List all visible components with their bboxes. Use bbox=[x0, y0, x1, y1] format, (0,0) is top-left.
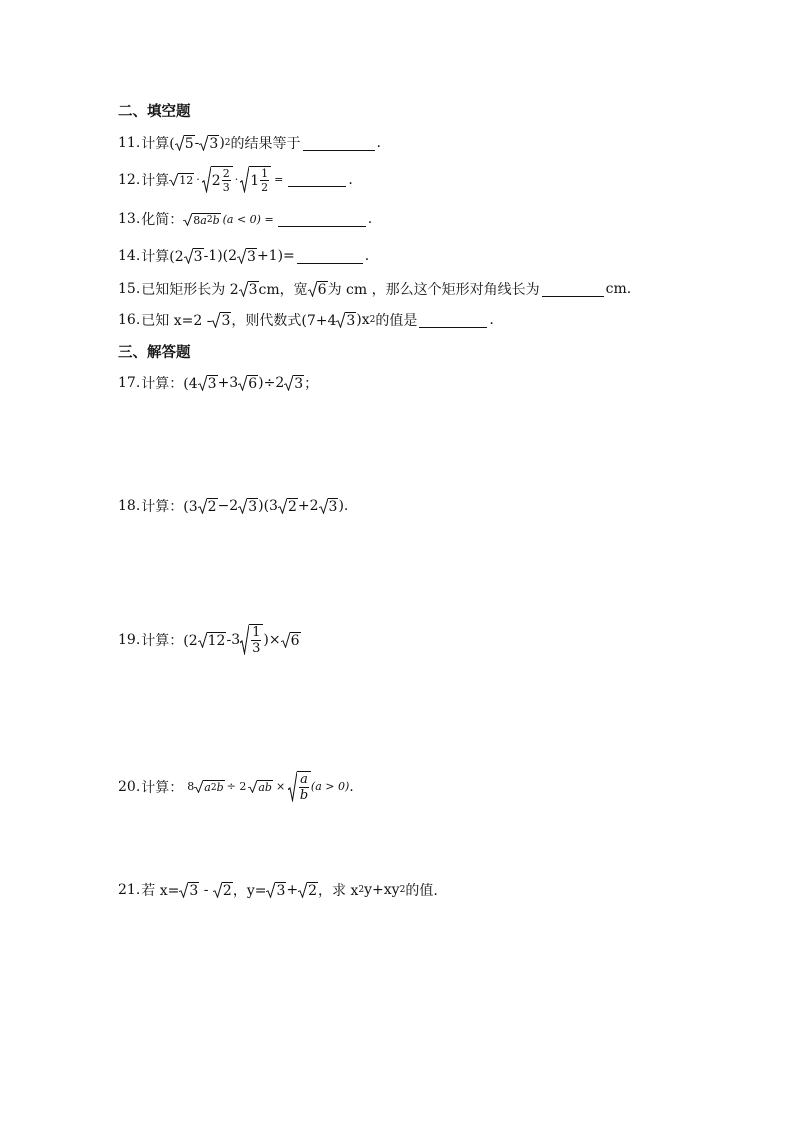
question-19: 19. 计算：(2 12 -3 $\frac{1}{3}$ )× 6 bbox=[118, 625, 300, 656]
radical: 3 bbox=[238, 498, 258, 514]
answer-blank[interactable] bbox=[288, 172, 346, 187]
question-16: 16. 已知 x=2 - 3 ，则代数式(7+4 3 )x 2 的值是 . bbox=[118, 312, 494, 329]
radical: 12 bbox=[169, 173, 194, 186]
radical: 3 bbox=[239, 281, 259, 297]
answer-blank[interactable] bbox=[542, 282, 604, 297]
radical: 2 bbox=[298, 882, 318, 898]
answer-blank[interactable] bbox=[278, 212, 366, 227]
radical: 3 bbox=[319, 498, 339, 514]
radical: 3 bbox=[198, 375, 218, 391]
radical: 6 bbox=[238, 375, 258, 391]
radical: 2 bbox=[213, 882, 233, 898]
radical: 1 $\frac{1}{2}$ bbox=[240, 166, 271, 193]
answer-blank[interactable] bbox=[419, 313, 487, 328]
question-number: 15. bbox=[118, 281, 141, 297]
question-11: 11. 计算( 5 - 3 ) 2 的结果等于 . bbox=[118, 135, 381, 152]
radical: 12 bbox=[198, 632, 227, 648]
question-number: 17. bbox=[118, 375, 141, 391]
question-21: 21. 若 x= 3 - 2 ，y= 3 + 2 ，求 x 2 y+xy 2 的值. bbox=[118, 882, 438, 899]
question-number: 21. bbox=[118, 882, 141, 898]
radical: 3 bbox=[199, 135, 219, 151]
question-20: 20. 计算： 8 a 2 b ÷ 2 ab × $\frac{a}{b}$ (a > 0) . bbox=[118, 772, 354, 803]
radical: 6 bbox=[281, 632, 301, 648]
question-number: 20. bbox=[118, 778, 141, 795]
answer-blank[interactable] bbox=[303, 136, 375, 151]
radical: 3 bbox=[184, 248, 204, 264]
answer-blank[interactable] bbox=[297, 249, 363, 264]
section-fill-title: 二、填空题 bbox=[118, 103, 191, 120]
radical: 3 bbox=[284, 375, 304, 391]
radical: 3 bbox=[237, 248, 257, 264]
question-number: 12. bbox=[118, 171, 141, 188]
question-14: 14. 计算(2 3 -1)(2 3 +1)= . bbox=[118, 248, 370, 265]
radical: 2 $\frac{2}{3}$ bbox=[202, 166, 233, 193]
radical: $\frac{1}{3}$ bbox=[240, 624, 263, 655]
radical: 2 bbox=[278, 498, 298, 514]
question-number: 16. bbox=[118, 312, 141, 328]
section-solve-title: 三、解答题 bbox=[118, 344, 191, 361]
radical: a 2 b bbox=[194, 780, 224, 793]
question-13: 13. 化简： 8 a 2 b (a < 0) = . bbox=[118, 211, 373, 228]
question-number: 14. bbox=[118, 248, 141, 264]
question-18: 18. 计算：(3 2 −2 3 )(3 2 +2 3 ). bbox=[118, 498, 349, 515]
radical: 2 bbox=[198, 498, 218, 514]
radical: 6 bbox=[308, 281, 328, 297]
radical: ab bbox=[248, 780, 273, 793]
radical: 5 bbox=[175, 135, 195, 151]
radical: 3 bbox=[266, 882, 286, 898]
question-number: 13. bbox=[118, 211, 141, 227]
radical: 3 bbox=[179, 882, 199, 898]
question-number: 19. bbox=[118, 631, 141, 648]
question-12: 12. 计算 12 · 2 $\frac{2}{3}$ · 1 $\frac{1}{2}$ = . bbox=[118, 167, 353, 194]
radical: $\frac{a}{b}$ bbox=[288, 771, 311, 802]
radical: 8 a 2 b bbox=[183, 213, 220, 226]
question-number: 18. bbox=[118, 498, 141, 514]
question-number: 11. bbox=[118, 135, 141, 151]
question-15: 15. 已知矩形长为 2 3 cm，宽 6 为 cm ，那么这个矩形对角线长为 cm. bbox=[118, 281, 632, 298]
radical: 3 bbox=[211, 312, 231, 328]
question-17: 17. 计算：(4 3 +3 6 )÷2 3 ； bbox=[118, 375, 319, 392]
radical: 3 bbox=[336, 312, 356, 328]
